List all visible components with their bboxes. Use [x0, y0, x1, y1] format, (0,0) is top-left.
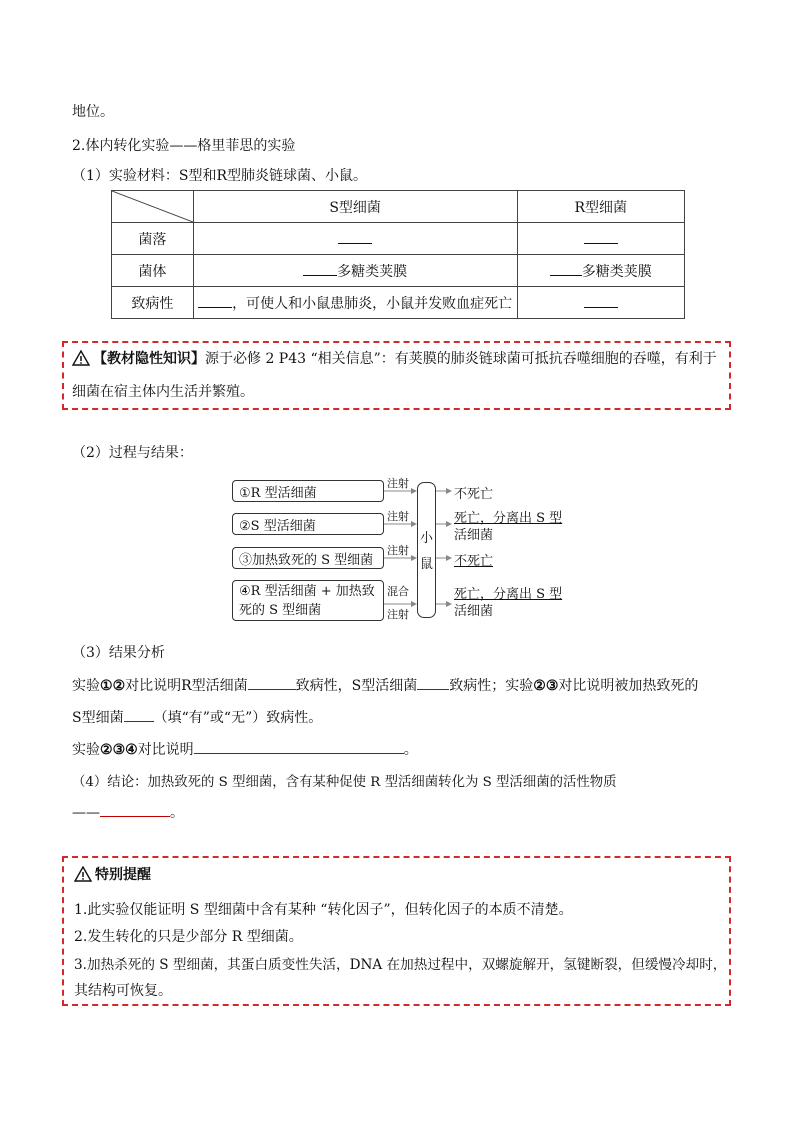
hidden-knowledge-line2: 细菌在宿主体内生活并繁殖。	[72, 384, 254, 400]
circled-2: ②	[112, 678, 126, 694]
special-reminder-title: 特别提醒	[95, 867, 151, 883]
analysis-text: 实验	[72, 678, 100, 694]
answer-blank[interactable]	[124, 707, 154, 722]
analysis-text: 致病性，S型活细菌	[295, 678, 418, 694]
answer-blank[interactable]	[248, 675, 296, 690]
analysis-title: （3）结果分析	[72, 645, 165, 661]
cell-r-colony	[517, 223, 684, 255]
cell-s-body	[193, 255, 517, 287]
table-header-row	[112, 191, 685, 223]
cell-s-colony	[193, 223, 517, 255]
bacteria-comparison-table	[111, 190, 685, 319]
answer-blank[interactable]	[550, 261, 582, 276]
s-pathogenicity-text: ，可使人和小鼠患肺炎，小鼠并发败血症死亡	[232, 295, 513, 312]
analysis-text: 对比说明被加热致死的	[558, 678, 699, 694]
analysis-text: 对比说明R型活细菌	[125, 678, 248, 694]
cell-s-pathogenicity	[193, 287, 517, 319]
warning-icon	[72, 350, 90, 366]
cell-r-body	[517, 255, 684, 287]
hidden-knowledge-callout	[62, 341, 731, 410]
analysis-text: 。	[403, 742, 418, 758]
analysis-line-1	[72, 675, 698, 695]
reminder-item-4: 其结构可恢复。	[74, 983, 172, 999]
answer-blank[interactable]	[338, 229, 372, 244]
row-label-body: 菌体	[112, 255, 194, 287]
mouse-label-2: 鼠	[420, 557, 434, 572]
answer-blank[interactable]	[417, 675, 449, 690]
analysis-line-3	[72, 739, 418, 759]
analysis-text: 致病性；实验	[449, 678, 534, 694]
section-title: 2.体内转化实验——格里菲思的实验	[72, 138, 296, 154]
diagonal-header-cell	[112, 191, 194, 223]
result-4-line2: 活细菌	[454, 604, 494, 619]
arrow-label-inject-4: 注射	[387, 608, 409, 621]
process-title: （2）过程与结果：	[72, 445, 193, 461]
arrow-label-inject-3: 注射	[387, 544, 409, 557]
answer-blank[interactable]	[584, 293, 618, 308]
table-row	[112, 223, 685, 255]
answer-blank[interactable]	[100, 802, 170, 817]
analysis-line-2	[72, 707, 322, 727]
reminder-item-1: 1.此实验仅能证明 S 型细菌中含有某种 “转化因子”，但转化因子的本质不清楚。	[74, 902, 573, 918]
circled-2: ②	[100, 742, 113, 758]
header-r-type: R型细菌	[517, 191, 684, 223]
conclusion-line-1: （4）结论：加热致死的 S 型细菌，含有某种促使 R 型活细菌转化为 S 型活细菌的活性物质	[72, 775, 617, 790]
conclusion-end: 。	[170, 805, 184, 821]
table-row	[112, 287, 685, 319]
mouse-box	[417, 482, 436, 618]
result-3: 不死亡	[454, 554, 494, 569]
circled-1: ①	[100, 678, 113, 694]
result-2-line1: 死亡，分离出 S 型	[454, 511, 563, 526]
circled-3: ③	[112, 742, 126, 758]
answer-blank[interactable]	[584, 229, 618, 244]
circled-4: ④	[125, 742, 138, 758]
group-1-box: ①R 型活细菌	[232, 480, 384, 502]
group-4-line2: 死的 S 型细菌	[239, 602, 322, 618]
row-label-colony: 菌落	[112, 223, 194, 255]
reminder-item-3: 3.加热杀死的 S 型细菌，其蛋白质变性失活，DNA 在加热过程中，双螺旋解开，氢键断裂，但缓慢冷却时，	[74, 957, 727, 973]
analysis-text: 对比说明	[137, 742, 194, 758]
table-row	[112, 255, 685, 287]
analysis-text: S型细菌	[72, 710, 124, 726]
arrow-label-inject-1: 注射	[387, 477, 409, 490]
arrow-label-mix: 混合	[387, 585, 409, 598]
analysis-text: 实验	[72, 742, 100, 758]
special-reminder-callout	[62, 856, 731, 1006]
group-3-box: ③加热致死的 S 型细菌	[232, 547, 384, 569]
hidden-knowledge-line1: 源于必修 2 P43 “相关信息”：有荚膜的肺炎链球菌可抵抗吞噬细胞的吞噬，有利于	[205, 351, 717, 367]
conclusion-line-2	[72, 802, 184, 822]
conclusion-dash: ——	[72, 805, 100, 821]
materials-line: （1）实验材料：S型和R型肺炎链球菌、小鼠。	[72, 168, 368, 184]
arrow-label-inject-2: 注射	[387, 510, 409, 523]
result-4-line1: 死亡，分离出 S 型	[454, 587, 563, 602]
group-4-box	[232, 580, 384, 621]
hidden-knowledge-tag: 【教材隐性知识】	[93, 351, 205, 367]
group-4-line1: ④R 型活细菌 + 加热致	[239, 583, 375, 599]
header-s-type: S型细菌	[193, 191, 517, 223]
answer-blank[interactable]	[303, 261, 337, 276]
r-body-text: 多糖类荚膜	[581, 263, 652, 280]
circled-3: ③	[545, 678, 559, 694]
group-2-box: ②S 型活细菌	[232, 513, 384, 535]
intro-line: 地位。	[72, 104, 114, 120]
mouse-label-1: 小	[420, 531, 434, 546]
warning-icon	[74, 866, 92, 882]
s-body-text: 多糖类荚膜	[337, 263, 408, 280]
analysis-text: （填“有”或“无”）致病性。	[153, 710, 323, 726]
row-label-pathogenicity: 致病性	[112, 287, 194, 319]
answer-blank[interactable]	[194, 739, 404, 754]
cell-r-pathogenicity	[517, 287, 684, 319]
result-arrows	[436, 476, 454, 626]
result-2-line2: 活细菌	[454, 528, 494, 543]
answer-blank[interactable]	[198, 293, 232, 308]
reminder-item-2: 2.发生转化的只是少部分 R 型细菌。	[74, 929, 303, 945]
result-1: 不死亡	[454, 487, 494, 502]
circled-2: ②	[533, 678, 546, 694]
diagonal-line	[112, 191, 193, 222]
